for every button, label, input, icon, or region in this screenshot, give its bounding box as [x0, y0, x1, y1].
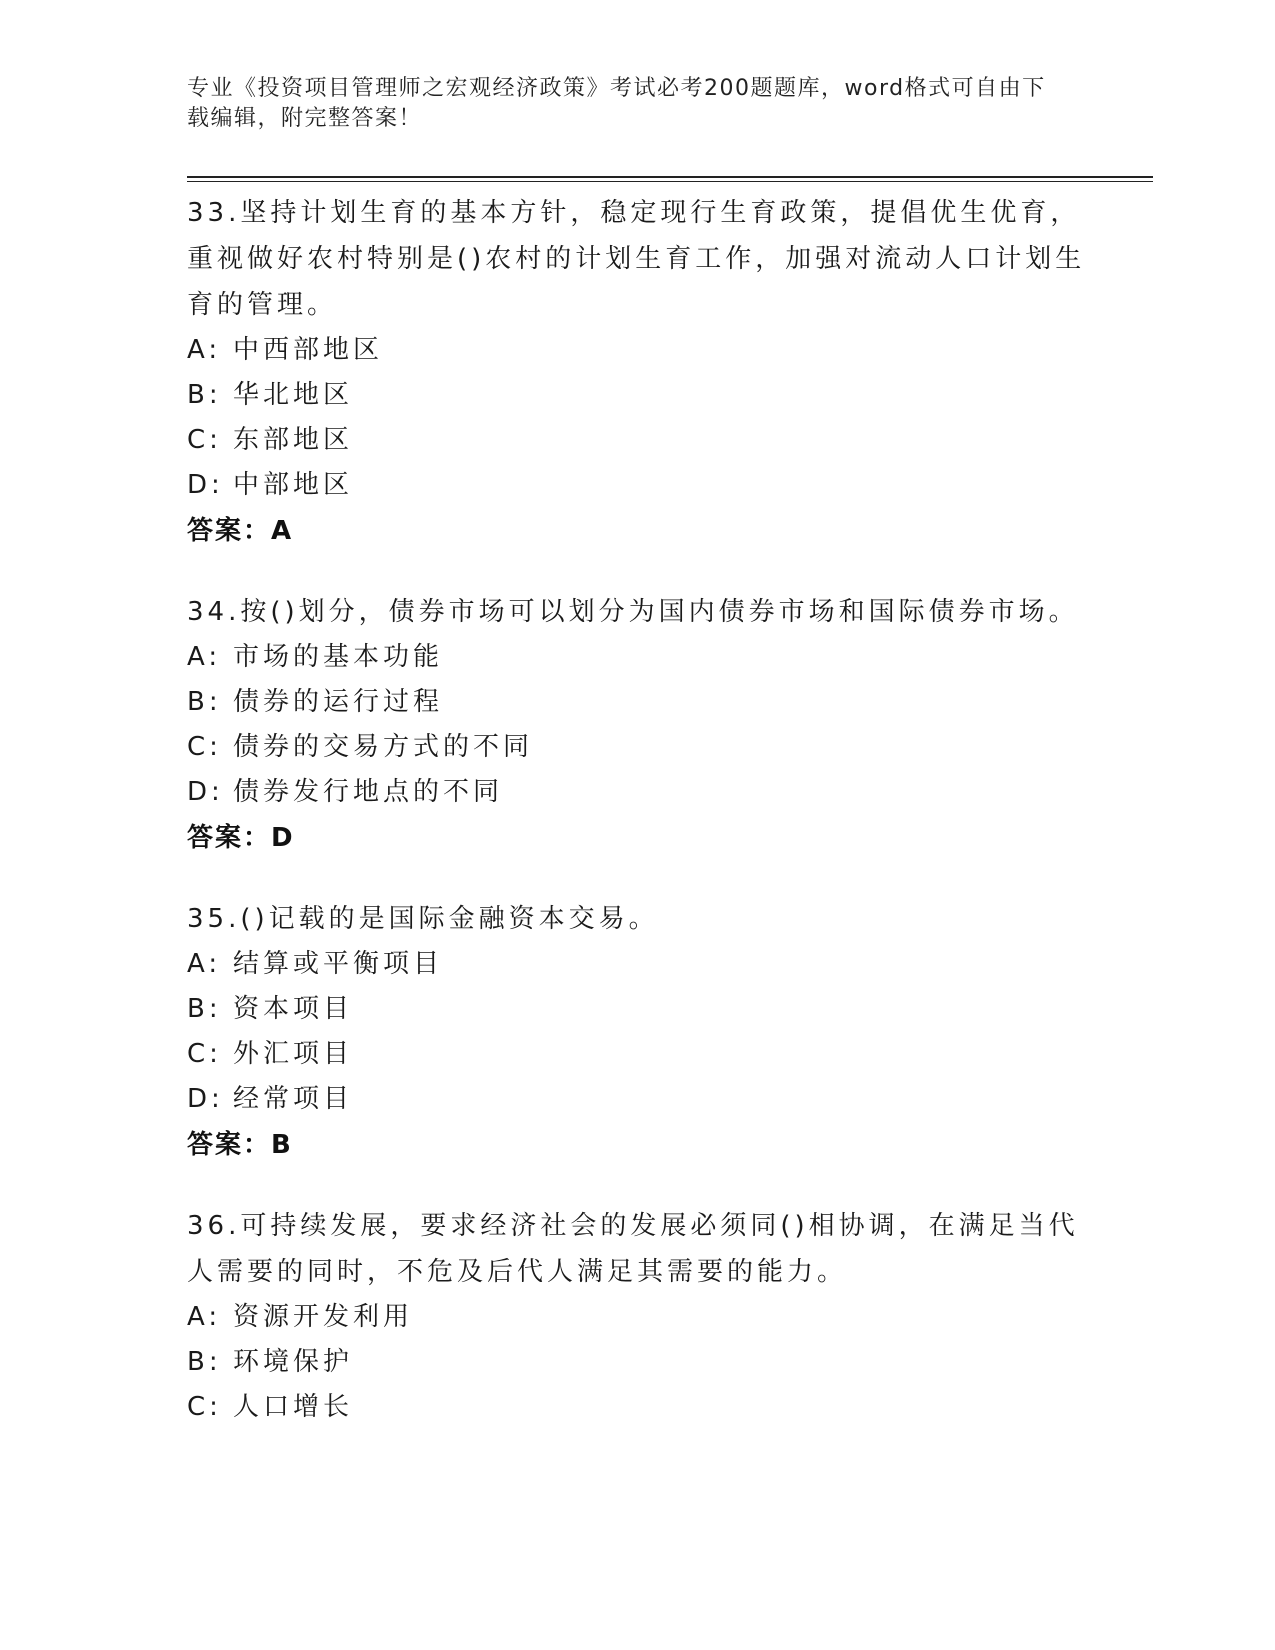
option-text: 中部地区 — [233, 470, 354, 500]
option-c — [187, 1032, 1087, 1077]
option-d — [187, 463, 1087, 508]
option-d — [187, 1077, 1087, 1122]
option-letter: A: — [187, 642, 222, 672]
option-letter: C: — [187, 425, 222, 455]
option-letter: B: — [187, 994, 222, 1024]
header-divider-thin — [187, 181, 1153, 182]
option-b — [187, 680, 1087, 725]
option-text: 华北地区 — [233, 380, 354, 410]
question-35 — [187, 896, 1087, 1168]
option-b — [187, 373, 1087, 418]
option-text: 资本项目 — [233, 994, 354, 1024]
answer-line: 答案：D — [187, 823, 295, 853]
answer-line: 答案：A — [187, 516, 294, 546]
question-36 — [187, 1203, 1087, 1430]
option-text: 东部地区 — [233, 425, 354, 455]
option-letter: A: — [187, 1302, 222, 1332]
option-letter: D: — [187, 1084, 224, 1114]
option-a — [187, 635, 1087, 680]
option-text: 结算或平衡项目 — [233, 949, 444, 979]
option-letter: B: — [187, 687, 222, 717]
header-divider-thick — [187, 176, 1153, 178]
question-list — [187, 190, 1087, 1465]
option-letter: A: — [187, 949, 222, 979]
option-text: 资源开发利用 — [233, 1302, 414, 1332]
option-text: 中西部地区 — [233, 335, 384, 365]
option-text: 人口增长 — [233, 1392, 354, 1422]
question-34 — [187, 589, 1087, 861]
option-text: 债券的运行过程 — [233, 687, 444, 717]
option-letter: D: — [187, 777, 224, 807]
option-c — [187, 1385, 1087, 1430]
option-text: 外汇项目 — [233, 1039, 354, 1069]
option-text: 债券发行地点的不同 — [233, 777, 504, 807]
option-a — [187, 328, 1087, 373]
option-letter: A: — [187, 335, 222, 365]
option-letter: C: — [187, 732, 222, 762]
question-stem: 34.按()划分，债券市场可以划分为国内债券市场和国际债券市场。 — [187, 597, 1079, 627]
option-text: 债券的交易方式的不同 — [233, 732, 534, 762]
question-stem: 33.坚持计划生育的基本方针，稳定现行生育政策，提倡优生优育，重视做好农村特别是()农村的计划生育工作，加强对流动人口计划生育的管理。 — [187, 198, 1086, 320]
question-33 — [187, 190, 1087, 554]
option-text: 市场的基本功能 — [233, 642, 444, 672]
option-letter: D: — [187, 470, 224, 500]
option-c — [187, 725, 1087, 770]
document-header: 专业《投资项目管理师之宏观经济政策》考试必考200题题库，word格式可自由下载编辑，附完整答案！ — [187, 76, 1046, 131]
question-stem: 36.可持续发展，要求经济社会的发展必须同()相协调，在满足当代人需要的同时，不危及后代人满足其需要的能力。 — [187, 1211, 1079, 1287]
option-text: 经常项目 — [233, 1084, 354, 1114]
option-b — [187, 987, 1087, 1032]
option-c — [187, 418, 1087, 463]
option-letter: C: — [187, 1039, 222, 1069]
answer-line: 答案：B — [187, 1130, 293, 1160]
option-b — [187, 1340, 1087, 1385]
option-a — [187, 1295, 1087, 1340]
question-stem: 35.()记载的是国际金融资本交易。 — [187, 904, 659, 934]
option-d — [187, 770, 1087, 815]
option-letter: B: — [187, 1347, 222, 1377]
option-letter: B: — [187, 380, 222, 410]
option-text: 环境保护 — [233, 1347, 354, 1377]
option-a — [187, 942, 1087, 987]
option-letter: C: — [187, 1392, 222, 1422]
